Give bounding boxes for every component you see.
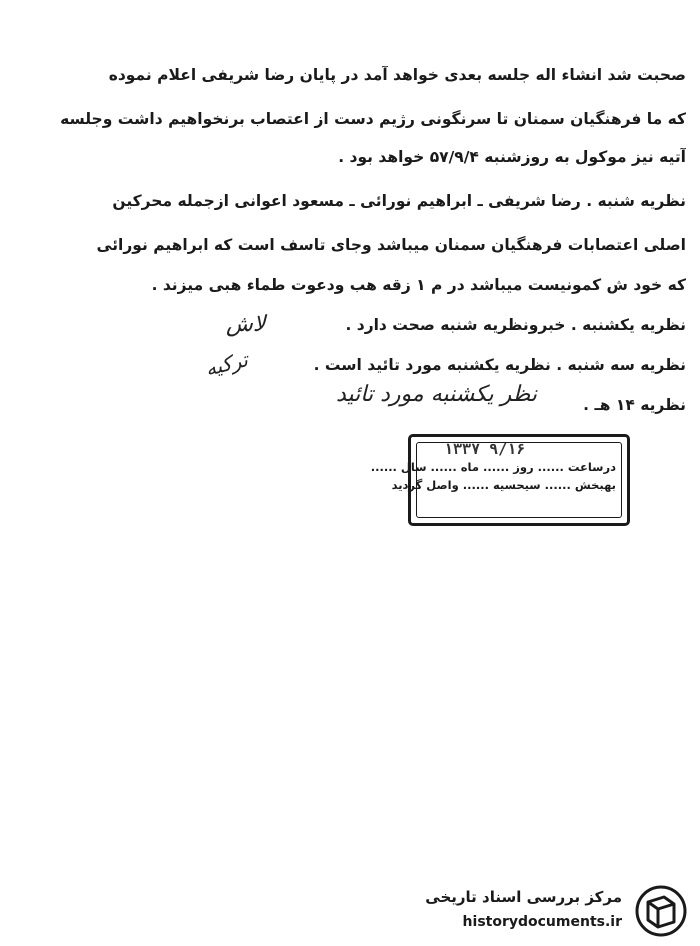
archive-book-icon [634, 884, 688, 938]
typed-line-5: اصلی اعتصابات فرهنگیان سمنان میباشد وجای تاسف است که ابراهیم نورائی [96, 236, 686, 254]
typed-line-1: صحبت شد انشاء اله جلسه بعدی خواهد آمد در پایان رضا شریفی اعلام نموده [108, 66, 686, 84]
handwritten-signature-2: ترکیه [202, 347, 251, 381]
watermark-url: historydocuments.ir [462, 914, 622, 930]
receipt-stamp [370, 434, 630, 526]
typed-line-2: که ما فرهنگیان سمنان تا سرنگونی رژیم دست از اعتصاب برنخواهیم داشت وجلسه [60, 110, 686, 128]
typed-line-9: نظریه ۱۴ هـ . [583, 396, 686, 414]
typed-line-6: که خود ش کمونیست میباشد در م ۱ زقه هب ودعوت طماء هبی میزند . [151, 276, 686, 294]
watermark [410, 880, 694, 942]
handwritten-signature-1: لاش [226, 312, 266, 337]
handwritten-note: نظر یکشنبه مورد تائید [336, 382, 537, 407]
stamp-number: ۱۳۳۷ ۹/۱۶ [444, 440, 526, 458]
typed-line-3: آتیه نیز موکول به روزشنبه ۵۷/۹/۴ خواهد بود . [338, 148, 686, 166]
typed-line-8: نظریه سه شنبه . نظریه یکشنبه مورد تائید است . [313, 356, 686, 374]
typed-line-7: نظریه یکشنبه . خبرونظریه شنبه صحت دارد . [345, 316, 686, 334]
watermark-title: مرکز بررسی اسناد تاریخی [425, 888, 622, 906]
stamp-line-1: درساعت ...... روز ...... ماه ...... سال ...... [370, 460, 616, 474]
typed-line-4: نظریه شنبه . رضا شریفی ـ ابراهیم نورائی ـ مسعود اعوانی ازجمله محرکین [112, 192, 686, 210]
stamp-line-2: بهبخش ...... سیحسیه ...... واصل گردید [391, 478, 616, 492]
